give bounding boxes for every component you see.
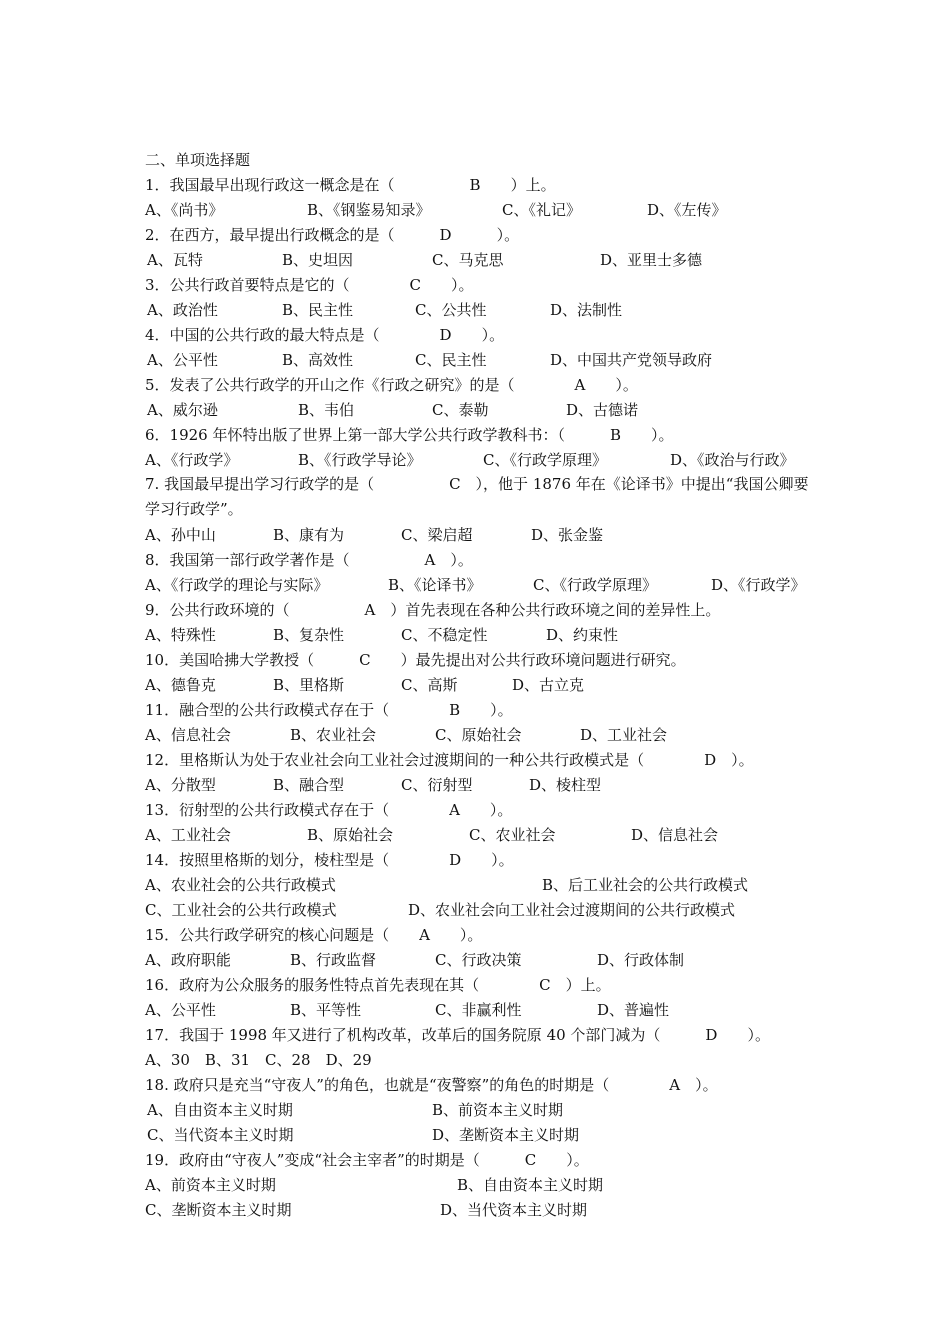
options-row [145, 675, 815, 697]
option-c: C、《行政学原理》 [483, 451, 607, 469]
question-17: 17．我国于 1998 年又进行了机构改革，改革后的国务院原 40 个部门减为（ D ）。 [145, 1026, 770, 1044]
option-c: C、当代资本主义时期 [147, 1126, 294, 1144]
options-row [145, 1100, 815, 1122]
option-c: C、民主性 [415, 351, 487, 369]
option-a: A、威尔逊 [147, 401, 218, 419]
question-3: 3．公共行政首要特点是它的（ C ）。 [145, 276, 474, 294]
option-a: A、德鲁克 [145, 676, 216, 694]
option-b: B、高效性 [282, 351, 354, 369]
options-row [145, 825, 815, 847]
question-7: 7. 我国最早提出学习行政学的是（ C ），他于 1876 年在《论译书》中提出“我国公卿要学习行政学”。 [145, 475, 809, 518]
question-9: 9．公共行政环境的（ A ）首先表现在各种公共行政环境之间的差异性上。 [145, 601, 721, 619]
option-a: A、特殊性 [145, 626, 216, 644]
option-a: A、政府职能 [145, 951, 231, 969]
option-b: B、里格斯 [273, 676, 345, 694]
question-19: 19．政府由“守夜人”变成“社会主宰者”的时期是（ C ）。 [145, 1151, 589, 1169]
option-d: D、当代资本主义时期 [440, 1201, 588, 1219]
option-c: C、行政决策 [435, 951, 522, 969]
option-a: A、工业社会 [145, 826, 231, 844]
option-c: C、马克思 [432, 251, 504, 269]
options-row [145, 725, 815, 747]
options-row [145, 775, 815, 797]
options-row [145, 625, 815, 647]
option-c: C、《礼记》 [502, 201, 581, 219]
option-d: D、中国共产党领导政府 [550, 351, 713, 369]
option-b: B、前资本主义时期 [432, 1101, 564, 1119]
options-row [145, 450, 815, 472]
option-b: B、行政监督 [290, 951, 377, 969]
question-15: 15．公共行政学研究的核心问题是（ A ）。 [145, 926, 483, 944]
option-a: A、公平性 [145, 1001, 216, 1019]
option-a: A、《行政学的理论与实际》 [145, 576, 329, 594]
option-b: B、韦伯 [298, 401, 355, 419]
question-10: 10．美国哈拂大学教授（ C ）最先提出对公共行政环境问题进行研究。 [145, 651, 686, 669]
options-row [145, 1175, 815, 1197]
options-row [145, 525, 815, 547]
option-a: A、信息社会 [145, 726, 231, 744]
option-d: D、《行政学》 [711, 576, 806, 594]
option-d: D、张金鉴 [531, 526, 604, 544]
option-a: A、自由资本主义时期 [147, 1101, 293, 1119]
option-d: D、法制性 [550, 301, 623, 319]
option-a: A、《行政学》 [145, 451, 239, 469]
option-b: B、平等性 [290, 1001, 362, 1019]
option-d: D、《左传》 [647, 201, 727, 219]
option-d: D、信息社会 [631, 826, 719, 844]
option-b: B、民主性 [282, 301, 354, 319]
options-row [145, 1125, 815, 1147]
option-c: C、原始社会 [435, 726, 522, 744]
options-row [145, 1050, 815, 1072]
options-row [145, 1000, 815, 1022]
options-row [145, 1200, 815, 1222]
option-d: D、普遍性 [597, 1001, 670, 1019]
options-row [145, 350, 815, 372]
options-row [145, 400, 815, 422]
option-d: D、古立克 [512, 676, 585, 694]
option-d: D、棱柱型 [529, 776, 602, 794]
option-d: D、约束性 [546, 626, 619, 644]
question-18: 18. 政府只是充当“守夜人”的角色，也就是“夜警察”的角色的时期是（ A ）。 [145, 1076, 718, 1094]
option-d: D、工业社会 [580, 726, 668, 744]
option-d: D、农业社会向工业社会过渡期间的公共行政模式 [408, 901, 736, 919]
question-2: 2．在西方，最早提出行政概念的是（ D ）。 [145, 226, 520, 244]
question-16: 16．政府为公众服务的服务性特点首先表现在其（ C ）上。 [145, 976, 611, 994]
option-b: B、农业社会 [290, 726, 377, 744]
question-11: 11．融合型的公共行政模式存在于（ B ）。 [145, 701, 513, 719]
options-row [145, 950, 815, 972]
question-5: 5．发表了公共行政学的开山之作《行政之研究》的是（ A ）。 [145, 376, 638, 394]
option-a: A、公平性 [147, 351, 218, 369]
option-a: A、农业社会的公共行政模式 [145, 876, 336, 894]
question-8: 8．我国第一部行政学著作是（ A ）。 [145, 551, 473, 569]
options-row [145, 575, 815, 597]
option-b: B、原始社会 [307, 826, 394, 844]
question-6: 6．1926 年怀特出版了世界上第一部大学公共行政学教科书：（ B ）。 [145, 426, 674, 444]
option-c: C、泰勒 [432, 401, 489, 419]
option-c: C、衍射型 [401, 776, 473, 794]
option-b: B、后工业社会的公共行政模式 [542, 876, 749, 894]
option-d: D、古德诺 [566, 401, 639, 419]
question-4: 4．中国的公共行政的最大特点是（ D ）。 [145, 326, 505, 344]
options-inline: A、30 B、31 C、28 D、29 [145, 1051, 372, 1069]
question-1: 1．我国最早出现行政这一概念是在（ B ）上。 [145, 176, 556, 194]
section-title: 二、单项选择题 [145, 151, 251, 169]
options-row [145, 875, 815, 897]
option-d: D、《政治与行政》 [670, 451, 795, 469]
option-a: A、分散型 [145, 776, 216, 794]
option-d: D、亚里士多德 [600, 251, 703, 269]
question-13: 13．衍射型的公共行政模式存在于（ A ）。 [145, 801, 513, 819]
option-a: A、《尚书》 [145, 201, 224, 219]
option-a: A、孙中山 [145, 526, 216, 544]
option-b: B、复杂性 [273, 626, 345, 644]
option-c: C、不稳定性 [401, 626, 488, 644]
option-d: D、行政体制 [597, 951, 685, 969]
option-b: B、康有为 [273, 526, 345, 544]
question-12: 12．里格斯认为处于农业社会向工业社会过渡期间的一种公共行政模式是（ D ）。 [145, 751, 754, 769]
option-a: A、瓦特 [147, 251, 203, 269]
option-c: C、农业社会 [469, 826, 556, 844]
option-a: A、前资本主义时期 [145, 1176, 276, 1194]
option-c: C、非赢利性 [435, 1001, 522, 1019]
option-b: B、史坦因 [282, 251, 354, 269]
option-b: B、《钢鉴易知录》 [307, 201, 431, 219]
option-c: C、垄断资本主义时期 [145, 1201, 292, 1219]
options-row [145, 250, 815, 272]
options-row [145, 900, 815, 922]
option-c: C、梁启超 [401, 526, 473, 544]
option-b: B、自由资本主义时期 [457, 1176, 604, 1194]
option-b: B、融合型 [273, 776, 345, 794]
option-a: A、政治性 [147, 301, 218, 319]
option-d: D、垄断资本主义时期 [432, 1126, 580, 1144]
option-b: B、《论译书》 [388, 576, 482, 594]
options-row [145, 300, 815, 322]
option-b: B、《行政学导论》 [298, 451, 422, 469]
option-c: C、工业社会的公共行政模式 [145, 901, 337, 919]
options-row [145, 200, 815, 222]
option-c: C、《行政学原理》 [533, 576, 657, 594]
option-c: C、高斯 [401, 676, 458, 694]
option-c: C、公共性 [415, 301, 487, 319]
question-14: 14．按照里格斯的划分，棱柱型是（ D ）。 [145, 851, 514, 869]
